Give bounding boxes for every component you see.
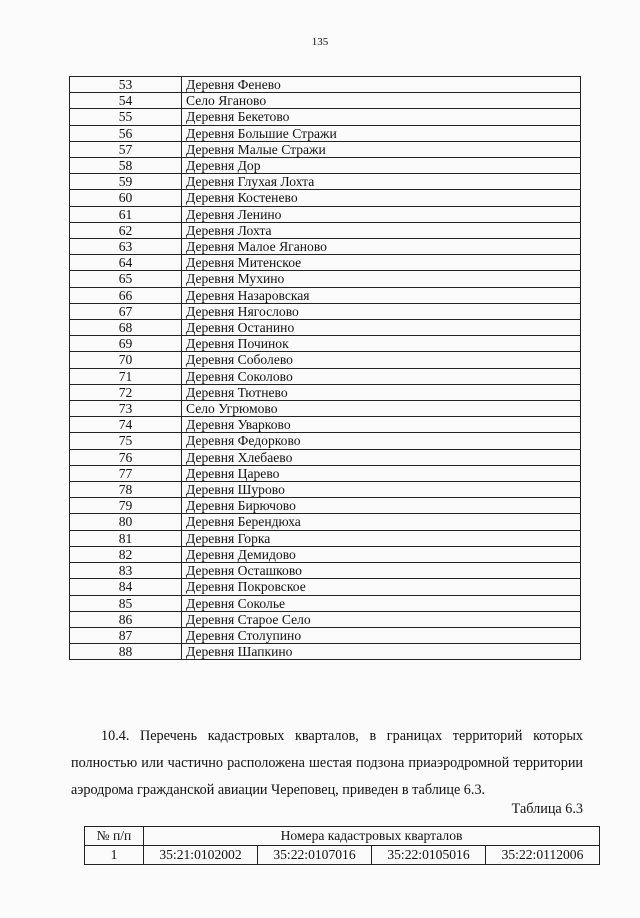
settlement-number: 87 (70, 627, 182, 643)
settlement-name: Деревня Соколово (182, 368, 581, 384)
table-row (70, 368, 581, 384)
table-row (70, 449, 581, 465)
settlement-name: Деревня Берендюха (182, 514, 581, 530)
settlement-name: Деревня Хлебаево (182, 449, 581, 465)
settlement-name: Деревня Костенево (182, 190, 581, 206)
table-row (70, 222, 581, 238)
settlement-name: Деревня Бекетово (182, 109, 581, 125)
settlement-number: 80 (70, 514, 182, 530)
settlement-number: 66 (70, 287, 182, 303)
settlement-number: 57 (70, 141, 182, 157)
settlement-name: Деревня Горка (182, 530, 581, 546)
table-row (70, 465, 581, 481)
settlement-number: 72 (70, 384, 182, 400)
settlement-number: 76 (70, 449, 182, 465)
settlement-name: Деревня Починок (182, 336, 581, 352)
settlement-number: 88 (70, 644, 182, 660)
settlement-name: Деревня Старое Село (182, 611, 581, 627)
settlement-name: Деревня Осташково (182, 563, 581, 579)
table-row (70, 611, 581, 627)
settlement-name: Село Ягановo (182, 93, 581, 109)
settlement-name: Деревня Покровское (182, 579, 581, 595)
settlement-number: 61 (70, 206, 182, 222)
settlement-number: 64 (70, 255, 182, 271)
table-row (70, 644, 581, 660)
table-row (70, 530, 581, 546)
settlement-name: Деревня Назаровская (182, 287, 581, 303)
table-row (70, 287, 581, 303)
settlement-number: 83 (70, 563, 182, 579)
settlements-table-body (70, 77, 581, 660)
settlements-table (69, 76, 581, 660)
table-row (70, 417, 581, 433)
settlement-name: Деревня Малые Стражи (182, 141, 581, 157)
settlement-number: 85 (70, 595, 182, 611)
settlement-name: Деревня Царево (182, 465, 581, 481)
table-row (70, 352, 581, 368)
table-row (70, 141, 581, 157)
table-row (70, 546, 581, 562)
table-row (70, 109, 581, 125)
settlement-name: Деревня Дор (182, 158, 581, 174)
settlement-name: Деревня Тютнево (182, 384, 581, 400)
table-row (70, 158, 581, 174)
settlement-number: 65 (70, 271, 182, 287)
cadastral-quarters-table (84, 826, 600, 865)
settlement-name: Деревня Столупино (182, 627, 581, 643)
table-row (70, 125, 581, 141)
table-row (70, 384, 581, 400)
page-number: 135 (311, 36, 329, 48)
table-row (70, 93, 581, 109)
row-number: 1 (85, 846, 144, 865)
table-row (70, 482, 581, 498)
settlement-number: 75 (70, 433, 182, 449)
table-row (70, 579, 581, 595)
settlement-number: 60 (70, 190, 182, 206)
settlement-number: 58 (70, 158, 182, 174)
table-row (70, 595, 581, 611)
quarter-cell: 35:22:0105016 (372, 846, 486, 865)
quarter-cell: 35:21:0102002 (144, 846, 258, 865)
settlement-name: Деревня Нягослово (182, 303, 581, 319)
table-row (70, 303, 581, 319)
settlement-number: 84 (70, 579, 182, 595)
table-row (70, 498, 581, 514)
paragraph-10-4: 10.4. Перечень кадастровых кварталов, в границах территорий которых полностью или частично расположена шестая подзона приаэродромной территории аэродрома гражданской авиации Череповец, приведен в таблице 6.3. (71, 728, 583, 798)
settlement-number: 67 (70, 303, 182, 319)
settlement-number: 56 (70, 125, 182, 141)
settlement-name: Деревня Большие Стражи (182, 125, 581, 141)
table-caption: Таблица 6.3 (511, 801, 583, 817)
table-row (70, 271, 581, 287)
quarter-cell: 35:22:0107016 (258, 846, 372, 865)
settlement-name: Деревня Глухая Лохта (182, 174, 581, 190)
settlement-number: 81 (70, 530, 182, 546)
table-row (70, 239, 581, 255)
table-row (70, 401, 581, 417)
table-header-row (85, 827, 600, 846)
settlement-number: 54 (70, 93, 182, 109)
settlement-name: Деревня Малое Яганово (182, 239, 581, 255)
quarter-cell: 35:22:0112006 (486, 846, 600, 865)
header-number: № п/п (85, 827, 144, 846)
table-row (70, 514, 581, 530)
settlement-number: 77 (70, 465, 182, 481)
settlement-number: 71 (70, 368, 182, 384)
settlement-number: 69 (70, 336, 182, 352)
settlement-number: 63 (70, 239, 182, 255)
settlement-name: Деревня Останино (182, 320, 581, 336)
table-row (85, 846, 600, 865)
table-row (70, 336, 581, 352)
settlement-number: 68 (70, 320, 182, 336)
settlement-name: Деревня Бирючово (182, 498, 581, 514)
settlement-name: Деревня Шурово (182, 482, 581, 498)
settlement-number: 86 (70, 611, 182, 627)
table-row (70, 627, 581, 643)
settlement-name: Деревня Соболево (182, 352, 581, 368)
settlement-name: Деревня Шапкино (182, 644, 581, 660)
settlement-name: Деревня Уварково (182, 417, 581, 433)
settlement-name: Деревня Лохта (182, 222, 581, 238)
settlement-name: Деревня Фенево (182, 77, 581, 93)
settlement-number: 82 (70, 546, 182, 562)
settlement-number: 73 (70, 401, 182, 417)
settlement-number: 78 (70, 482, 182, 498)
table-row (70, 320, 581, 336)
settlement-name: Деревня Митенское (182, 255, 581, 271)
settlement-name: Деревня Ленино (182, 206, 581, 222)
settlement-name: Деревня Мухино (182, 271, 581, 287)
settlement-number: 59 (70, 174, 182, 190)
settlement-number: 62 (70, 222, 182, 238)
table-row (70, 174, 581, 190)
table-row (70, 255, 581, 271)
settlement-name: Село Угрюмово (182, 401, 581, 417)
settlement-number: 53 (70, 77, 182, 93)
settlement-name: Деревня Сокольe (182, 595, 581, 611)
settlement-number: 70 (70, 352, 182, 368)
table-row (70, 77, 581, 93)
settlement-number: 79 (70, 498, 182, 514)
table-row (70, 563, 581, 579)
header-quarters: Номера кадастровых кварталов (144, 827, 600, 846)
settlement-name: Деревня Федорково (182, 433, 581, 449)
settlement-number: 55 (70, 109, 182, 125)
table-row (70, 206, 581, 222)
settlement-number: 74 (70, 417, 182, 433)
settlement-name: Деревня Демидово (182, 546, 581, 562)
table-row (70, 433, 581, 449)
table-row (70, 190, 581, 206)
